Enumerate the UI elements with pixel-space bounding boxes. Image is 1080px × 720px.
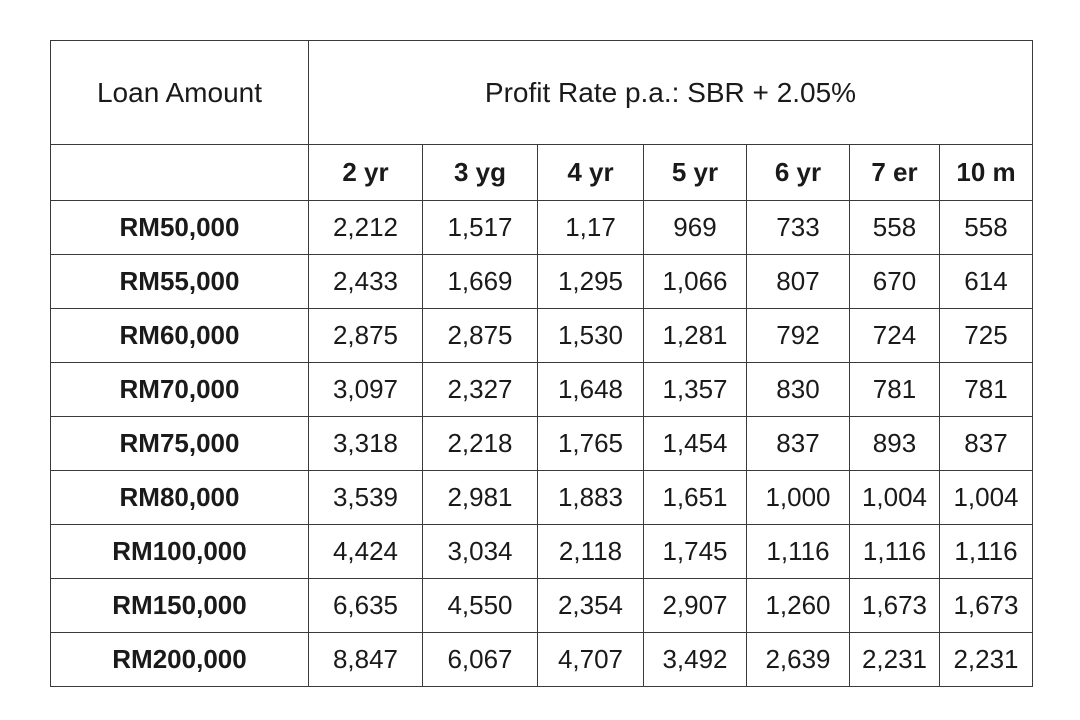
installment-cell: 969 [644,201,747,255]
installment-cell: 1,530 [538,309,644,363]
table-row [51,525,1033,579]
installment-cell: 733 [747,201,850,255]
loan-amount-cell: RM200,000 [51,633,309,687]
installment-cell: 3,492 [644,633,747,687]
loan-amount-cell: RM100,000 [51,525,309,579]
installment-cell: 2,639 [747,633,850,687]
loan-amount-cell: RM75,000 [51,417,309,471]
table-row [51,417,1033,471]
tenure-header: 3 yg [423,145,538,201]
table-row [51,633,1033,687]
installment-cell: 6,635 [309,579,423,633]
installment-cell: 1,066 [644,255,747,309]
installment-cell: 2,212 [309,201,423,255]
tenure-header-blank [51,145,309,201]
installment-cell: 8,847 [309,633,423,687]
tenure-header: 2 yr [309,145,423,201]
installment-cell: 2,354 [538,579,644,633]
tenure-header: 10 m [940,145,1033,201]
installment-cell: 837 [747,417,850,471]
installment-cell: 4,707 [538,633,644,687]
tenure-header: 4 yr [538,145,644,201]
installment-cell: 1,745 [644,525,747,579]
installment-cell: 1,517 [423,201,538,255]
installment-cell: 3,097 [309,363,423,417]
installment-cell: 3,539 [309,471,423,525]
installment-cell: 2,231 [850,633,940,687]
installment-cell: 1,295 [538,255,644,309]
installment-cell: 1,651 [644,471,747,525]
installment-cell: 1,260 [747,579,850,633]
installment-cell: 3,034 [423,525,538,579]
installment-cell: 781 [850,363,940,417]
installment-cell: 1,357 [644,363,747,417]
table-title-row [51,41,1033,145]
installment-cell: 2,218 [423,417,538,471]
tenure-header: 7 er [850,145,940,201]
profit-rate-header: Profit Rate p.a.: SBR + 2.05% [309,41,1033,145]
installment-cell: 670 [850,255,940,309]
installment-cell: 2,231 [940,633,1033,687]
table-row [51,255,1033,309]
tenure-header-row [51,145,1033,201]
installment-cell: 1,116 [850,525,940,579]
table-row [51,579,1033,633]
installment-cell: 1,281 [644,309,747,363]
installment-cell: 6,067 [423,633,538,687]
installment-cell: 1,000 [747,471,850,525]
installment-cell: 2,875 [423,309,538,363]
installment-cell: 724 [850,309,940,363]
installment-cell: 792 [747,309,850,363]
loan-amount-header: Loan Amount [51,41,309,145]
installment-cell: 1,765 [538,417,644,471]
installment-cell: 1,116 [940,525,1033,579]
installment-cell: 1,673 [850,579,940,633]
installment-cell: 4,424 [309,525,423,579]
installment-cell: 2,327 [423,363,538,417]
installment-cell: 1,673 [940,579,1033,633]
loan-amount-cell: RM55,000 [51,255,309,309]
loan-amount-cell: RM50,000 [51,201,309,255]
table-row [51,201,1033,255]
installment-cell: 2,875 [309,309,423,363]
loan-amount-cell: RM70,000 [51,363,309,417]
installment-cell: 1,116 [747,525,850,579]
loan-amount-cell: RM150,000 [51,579,309,633]
installment-cell: 3,318 [309,417,423,471]
loan-amount-cell: RM80,000 [51,471,309,525]
installment-cell: 837 [940,417,1033,471]
installment-cell: 1,004 [940,471,1033,525]
installment-cell: 1,454 [644,417,747,471]
installment-cell: 1,883 [538,471,644,525]
installment-cell: 2,981 [423,471,538,525]
loan-amount-cell: RM60,000 [51,309,309,363]
installment-cell: 1,004 [850,471,940,525]
installment-cell: 558 [850,201,940,255]
installment-cell: 2,433 [309,255,423,309]
installment-cell: 1,17 [538,201,644,255]
table-row [51,363,1033,417]
installment-cell: 725 [940,309,1033,363]
installment-cell: 2,118 [538,525,644,579]
installment-cell: 558 [940,201,1033,255]
installment-cell: 781 [940,363,1033,417]
installment-cell: 830 [747,363,850,417]
installment-cell: 4,550 [423,579,538,633]
installment-cell: 614 [940,255,1033,309]
installment-cell: 2,907 [644,579,747,633]
installment-cell: 807 [747,255,850,309]
tenure-header: 5 yr [644,145,747,201]
table-row [51,471,1033,525]
loan-rate-table [50,40,1033,687]
tenure-header: 6 yr [747,145,850,201]
installment-cell: 893 [850,417,940,471]
installment-cell: 1,648 [538,363,644,417]
table-row [51,309,1033,363]
installment-cell: 1,669 [423,255,538,309]
